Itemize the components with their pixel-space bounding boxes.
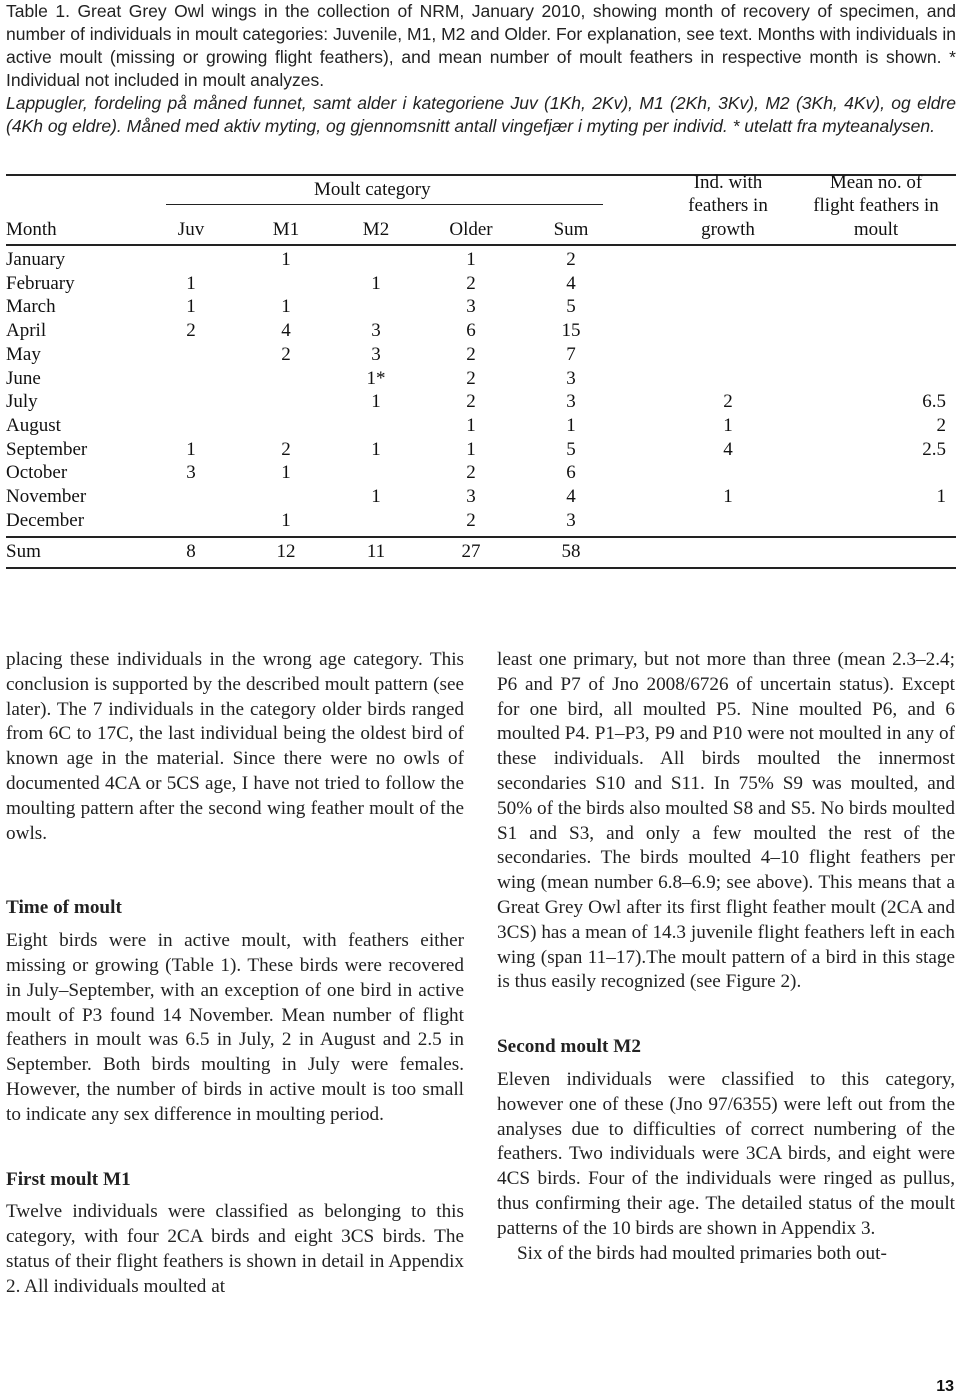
cell-sum: 7 — [566, 343, 576, 365]
cell-month: October — [6, 462, 68, 484]
page-number: 13 — [936, 1378, 954, 1395]
caption-english: Table 1. Great Grey Owl wings in the collection of NRM, January 2010, showing month of recovery of specimen, and number of individuals in moult categories: Juvenile, M1, M2 and Older. For explanation, see text. Months with individuals in active moult (missing or growing flight feathers), and mean number of moult feathers in respective month is shown. * Individual not included in moult analyzes. — [6, 1, 956, 90]
total-sum: 58 — [561, 541, 581, 562]
cell-older: 2 — [466, 391, 476, 413]
cell-m1: 1 — [281, 296, 291, 318]
total-m1: 12 — [276, 541, 296, 562]
cell-m1: 1 — [281, 249, 291, 270]
cell-juv: 2 — [186, 320, 196, 342]
cell-month: September — [6, 438, 88, 460]
cell-older: 3 — [466, 296, 476, 318]
cell-month: July — [6, 391, 38, 413]
ind-header-3: growth — [701, 219, 755, 240]
heading-time-of-moult: Time of moult — [6, 897, 122, 919]
cell-month: August — [6, 414, 61, 436]
table-sum-rule — [6, 536, 956, 538]
total-older: 27 — [461, 541, 481, 562]
paragraph-first-moult: Twelve individuals were classified as belonging to this category, with four 2CA birds and eight 3CS birds. The status of their flight feathers is shown in detail in Appendix 2. All individuals moulted at — [6, 1201, 464, 1297]
cell-sum: 1 — [566, 414, 576, 436]
cell-sum: 6 — [566, 462, 576, 484]
cell-m1: 1 — [281, 509, 291, 531]
cell-ind: 2 — [723, 391, 733, 413]
cell-m1: 1 — [281, 462, 291, 484]
mean-header-3: moult — [853, 219, 899, 240]
cell-m2: 1 — [371, 272, 381, 294]
cell-month: March — [6, 296, 56, 318]
cell-m2: 1 — [371, 438, 381, 460]
ind-header-2: feathers in — [688, 195, 768, 216]
cell-sum: 4 — [566, 272, 576, 294]
cell-sum: 5 — [566, 296, 576, 318]
cell-older: 1 — [466, 414, 476, 436]
cell-m1: 2 — [281, 438, 291, 460]
mean-header-2: flight feathers in — [813, 195, 939, 216]
sum-header: Sum — [553, 219, 589, 240]
total-juv: 8 — [186, 541, 196, 562]
cell-month: November — [6, 486, 87, 507]
cell-mean: 6.5 — [922, 391, 946, 413]
left-column — [6, 648, 464, 1300]
cell-m2: 1 — [371, 391, 381, 413]
cell-sum: 3 — [566, 367, 576, 389]
cell-older: 1 — [466, 438, 476, 460]
month-header: Month — [6, 219, 57, 240]
cell-mean: 1 — [936, 486, 946, 507]
cell-sum: 2 — [566, 249, 576, 270]
cell-ind: 4 — [723, 438, 733, 460]
cell-m2: 1 — [371, 486, 381, 507]
cell-sum: 15 — [561, 320, 581, 342]
table-header-rule — [6, 244, 956, 246]
table-bottom-rule — [6, 567, 956, 569]
caption-norwegian: Lappugler, fordeling på måned funnet, samt alder i kategoriene Juv (1Kh, 2Kv), M1 (2Kh, 3Kv), M2 (3Kh, 4Kv), og eldre (4Kh og eldre). Måned med aktiv myting, og gjennomsnitt antall vingefjær i myting per individ. * utelatt fra myteanalysen. — [6, 93, 956, 136]
moult-category-underline — [166, 204, 603, 205]
heading-second-moult: Second moult M2 — [497, 1036, 641, 1058]
right-column — [497, 648, 955, 1266]
cell-mean: 2.5 — [922, 438, 946, 460]
cell-juv: 3 — [186, 462, 196, 484]
paragraph-six-birds: Six of the birds had moulted primaries both out- — [517, 1242, 887, 1264]
m2-header: M2 — [362, 219, 390, 240]
cell-sum: 3 — [566, 391, 576, 413]
cell-m1: 2 — [281, 343, 291, 365]
heading-first-moult: First moult M1 — [6, 1168, 131, 1190]
juv-header: Juv — [177, 219, 205, 240]
cell-ind: 1 — [723, 486, 733, 507]
paragraph-second-moult: Eleven individuals were classified to this category, however one of these (Jno 97/6355) were left out from the analyses due to difficulties of correct numbering of the feathers. Two individuals were 3CA birds, and eight were 4CS birds. Four of the individuals were ringed as pullus, thus confirming their age. The detailed status of the moult patterns of the 10 birds are shown in Appendix 3. — [497, 1068, 955, 1239]
cell-sum: 3 — [566, 509, 576, 531]
cell-juv: 1 — [186, 438, 196, 460]
ind-header-1: Ind. with — [693, 172, 763, 193]
cell-month: May — [6, 343, 41, 365]
cell-mean: 2 — [936, 414, 946, 436]
cell-sum: 4 — [566, 486, 576, 507]
cell-juv: 1 — [186, 272, 196, 294]
cell-m2: 3 — [371, 320, 381, 342]
cell-older: 2 — [466, 462, 476, 484]
right-paragraph-1: least one primary, but not more than three (mean 2.3–2.4; P6 and P7 of Jno 2008/6726 of uncertain status). Except for one bird, all moulted P5. Nine moulted P6, and 6 moulted P4. P1–P3, P9 and P10 were not moulted in any of these individuals. All birds moulted the innermost secondaries S10 and S11. In 75% S9 was moulted, and 50% of the birds also moulted S8 and S5. No birds moulted S1 and S3, and only a few moulted the rest of the secondaries. The birds moulted 4–10 flight feathers per wing (mean number 6.8–6.9; see above). This means that a Great Grey Owl after its first flight feather moult (2CA and 3CS) has a mean of 14.3 juvenile flight feathers left in each wing (span 11–17).The moult pattern of a bird in this stage is thus easily recognized (see Figure 2). — [497, 649, 955, 993]
mean-header-1: Mean no. of — [829, 172, 923, 193]
table-caption — [6, 0, 956, 138]
cell-month: December — [6, 509, 85, 531]
cell-m1: 4 — [281, 320, 291, 342]
cell-m2: 1* — [366, 367, 386, 389]
cell-month: June — [6, 367, 41, 389]
cell-sum: 5 — [566, 438, 576, 460]
cell-older: 6 — [466, 320, 476, 342]
m1-header: M1 — [272, 219, 300, 240]
total-label: Sum — [6, 541, 41, 562]
left-paragraph-1: placing these individuals in the wrong age category. This conclusion is supported by the described moult pattern (see later). The 7 individuals in the category older birds ranged from 6C to 17C, the last individual being the oldest bird of known age in the material. Since there were no owls of documented 4CA or 5CS age, I have not tried to follow the moulting pattern after the second wing feather moult of the owls. — [6, 649, 464, 844]
cell-older: 2 — [466, 509, 476, 531]
cell-m2: 3 — [371, 343, 381, 365]
moult-category-header: Moult category — [314, 179, 431, 200]
cell-month: April — [6, 320, 47, 342]
cell-older: 2 — [466, 367, 476, 389]
cell-month: January — [6, 249, 66, 270]
cell-ind: 1 — [723, 414, 733, 436]
cell-older: 2 — [466, 272, 476, 294]
total-m2: 11 — [366, 541, 386, 562]
cell-month: February — [6, 272, 75, 294]
older-header: Older — [449, 219, 493, 240]
cell-older: 2 — [466, 343, 476, 365]
cell-older: 1 — [466, 249, 476, 270]
paragraph-time-of-moult: Eight birds were in active moult, with feathers either missing or growing (Table 1). These birds were recovered in July–September, with an exception of one bird in active moult of P3 found 14 November. Mean number of flight feathers in moult was 6.5 in July, 2 in August and 2.5 in September. Both birds moulting in July were females. However, the number of birds in active moult is too small to indicate any sex difference in moulting period. — [6, 930, 464, 1125]
cell-older: 3 — [466, 486, 476, 507]
cell-juv: 1 — [186, 296, 196, 318]
